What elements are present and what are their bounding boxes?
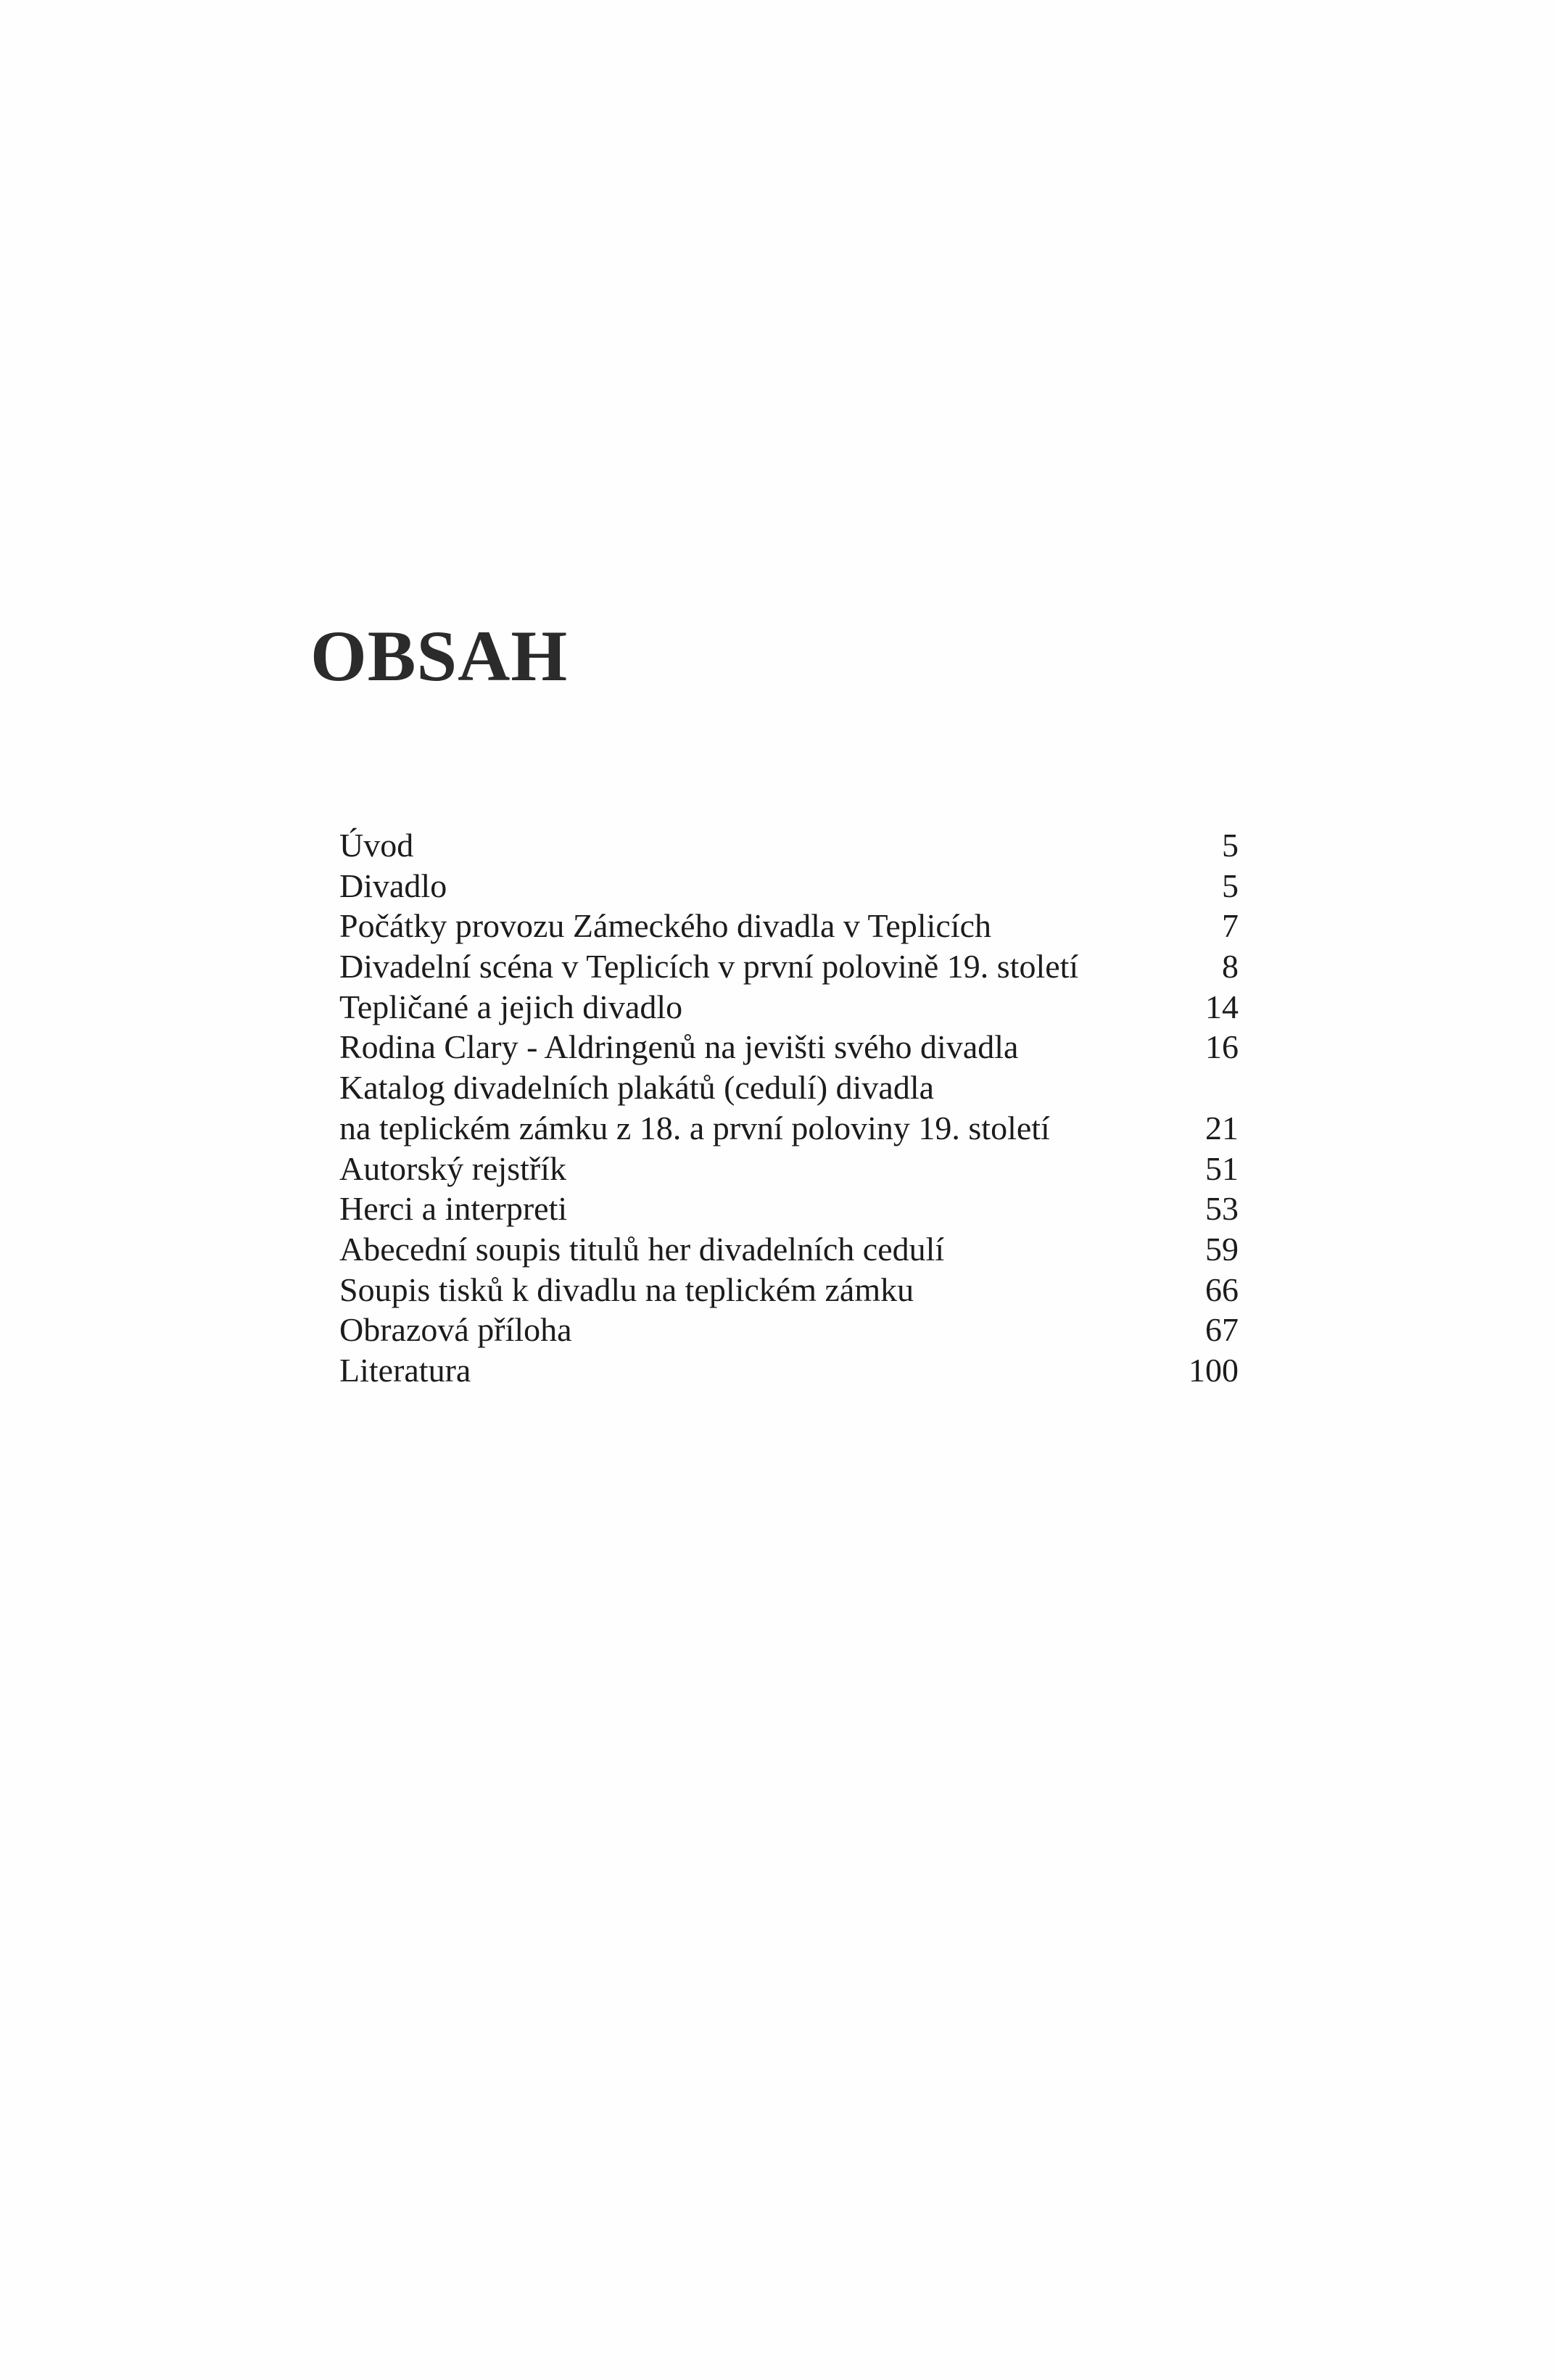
toc-entry-title: Divadelní scéna v Teplicích v první polovině 19. století <box>339 948 1079 986</box>
toc-entry <box>339 1108 1239 1149</box>
toc-entry-title: Katalog divadelních plakátů (cedulí) divadla <box>339 1069 935 1107</box>
toc-entry-page: 14 <box>1205 988 1239 1025</box>
toc-entry-title: Herci a interpreti <box>339 1190 568 1228</box>
table-of-contents <box>339 825 1239 1391</box>
toc-entry-page: 100 <box>1189 1351 1239 1389</box>
toc-entry <box>339 1027 1239 1067</box>
toc-entry-page: 7 <box>1222 907 1239 945</box>
toc-entry-title: Divadlo <box>339 867 447 904</box>
toc-entry-page: 21 <box>1205 1109 1239 1146</box>
toc-entry <box>339 825 1239 866</box>
toc-entry <box>339 1229 1239 1270</box>
toc-entry-title: Autorský rejstřík <box>339 1149 567 1187</box>
page-title: OBSAH <box>310 616 569 696</box>
toc-entry-page: 5 <box>1222 827 1239 864</box>
toc-entry <box>339 1149 1239 1189</box>
toc-entry-page: 67 <box>1205 1311 1239 1349</box>
toc-entry <box>339 946 1239 987</box>
toc-entry-page: 66 <box>1205 1270 1239 1308</box>
toc-entry-page: 8 <box>1222 948 1239 986</box>
toc-entry <box>339 1270 1239 1310</box>
toc-entry-page: 53 <box>1205 1190 1239 1228</box>
toc-entry <box>339 1350 1239 1391</box>
toc-entry <box>339 906 1239 946</box>
toc-entry-title: Počátky provozu Zámeckého divadla v Teplicích <box>339 907 992 945</box>
toc-entry-title: Rodina Clary - Aldringenů na jevišti svého divadla <box>339 1028 1019 1066</box>
toc-entry <box>339 1310 1239 1350</box>
toc-entry-page: 59 <box>1205 1230 1239 1268</box>
toc-entry-title: na teplickém zámku z 18. a první poloviny 19. století <box>339 1109 1050 1146</box>
toc-entry <box>339 987 1239 1028</box>
toc-entry <box>339 1067 1239 1108</box>
toc-entry <box>339 866 1239 906</box>
toc-entry-title: Tepličané a jejich divadlo <box>339 988 683 1025</box>
toc-entry-title: Obrazová příloha <box>339 1311 572 1349</box>
toc-entry-page: 16 <box>1205 1028 1239 1066</box>
toc-entry <box>339 1189 1239 1229</box>
toc-entry-page: 51 <box>1205 1149 1239 1187</box>
toc-entry-title: Literatura <box>339 1351 471 1389</box>
toc-entry-title: Úvod <box>339 827 414 864</box>
toc-entry-title: Abecední soupis titulů her divadelních cedulí <box>339 1230 945 1268</box>
toc-entry-page: 5 <box>1222 867 1239 904</box>
toc-entry-title: Soupis tisků k divadlu na teplickém zámku <box>339 1270 914 1308</box>
